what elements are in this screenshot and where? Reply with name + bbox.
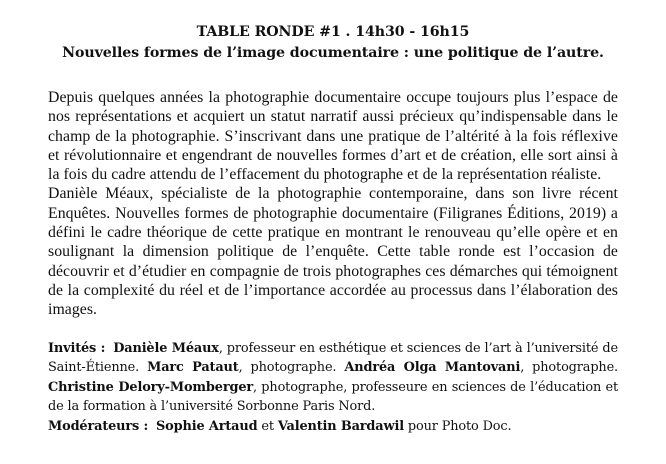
guest-name: Christine Delory-Momberger	[48, 379, 254, 395]
session-subtitle: Nouvelles formes de l’image documentaire : une politique de l’autre.	[62, 45, 604, 61]
credits-block	[48, 339, 618, 437]
session-title: TABLE RONDE #1 . 14h30 - 16h15	[196, 24, 470, 40]
guest-role: , photographe.	[238, 360, 337, 376]
guest-role: , professeur en esthétique et sciences de l’art à l’université de Saint-Étienne.	[48, 340, 618, 376]
intro-paragraph-1: Depuis quelques années la photographie documentaire occupe toujours plus l’espace de nos représentations et acquiert un statut narratif aussi précieux qu’indispensable dans le champ de la photographie. S’inscrivant dans une pratique de l’altérité à la fois réflexive et révolutionnaire et engendrant de nouvelles formes d’art et de création, elle sort ainsi à la fois du cadre attendu de l’effacement du photographe et de la représentation réaliste.	[48, 89, 618, 184]
intro-text	[48, 88, 618, 320]
guest-role: , photographe, professeure en sciences de l’éducation et de la formation à l’université Sorbonne Paris Nord.	[48, 379, 618, 415]
guest-name: Andréa Olga Mantovani	[344, 360, 521, 376]
session-header	[48, 22, 618, 64]
guest-name: Marc Pataut	[147, 360, 239, 376]
intro-paragraph-2: Danièle Méaux, spécialiste de la photographie contemporaine, dans son livre récent Enquêtes. Nouvelles formes de photographie documentaire (Filigranes Éditions, 2019) a défini le cadre théorique de cette pratique en montrant le renouveau qu’elle opère et en soulignant la dimension politique de l’enquête. Cette table ronde est l’occasion de découvrir et d’étudier en compagnie de trois photographes ces démarches qui témoignent de la complexité du réel et de l’importance accordée au processus dans l’élaboration des images.	[48, 185, 618, 319]
guests-line	[48, 339, 618, 417]
moderators-line	[48, 417, 618, 437]
moderator-name: Sophie Artaud	[156, 418, 258, 434]
moderators-label: Modérateurs :	[48, 418, 149, 434]
moderator-name: Valentin Bardawil	[277, 418, 404, 434]
guest-role: , photographe.	[520, 360, 619, 376]
guest-name: Danièle Méaux	[113, 340, 219, 356]
moderator-suffix: pour Photo Doc.	[403, 418, 512, 434]
moderator-connector: et	[257, 418, 278, 434]
guests-label: Invités :	[48, 340, 106, 356]
